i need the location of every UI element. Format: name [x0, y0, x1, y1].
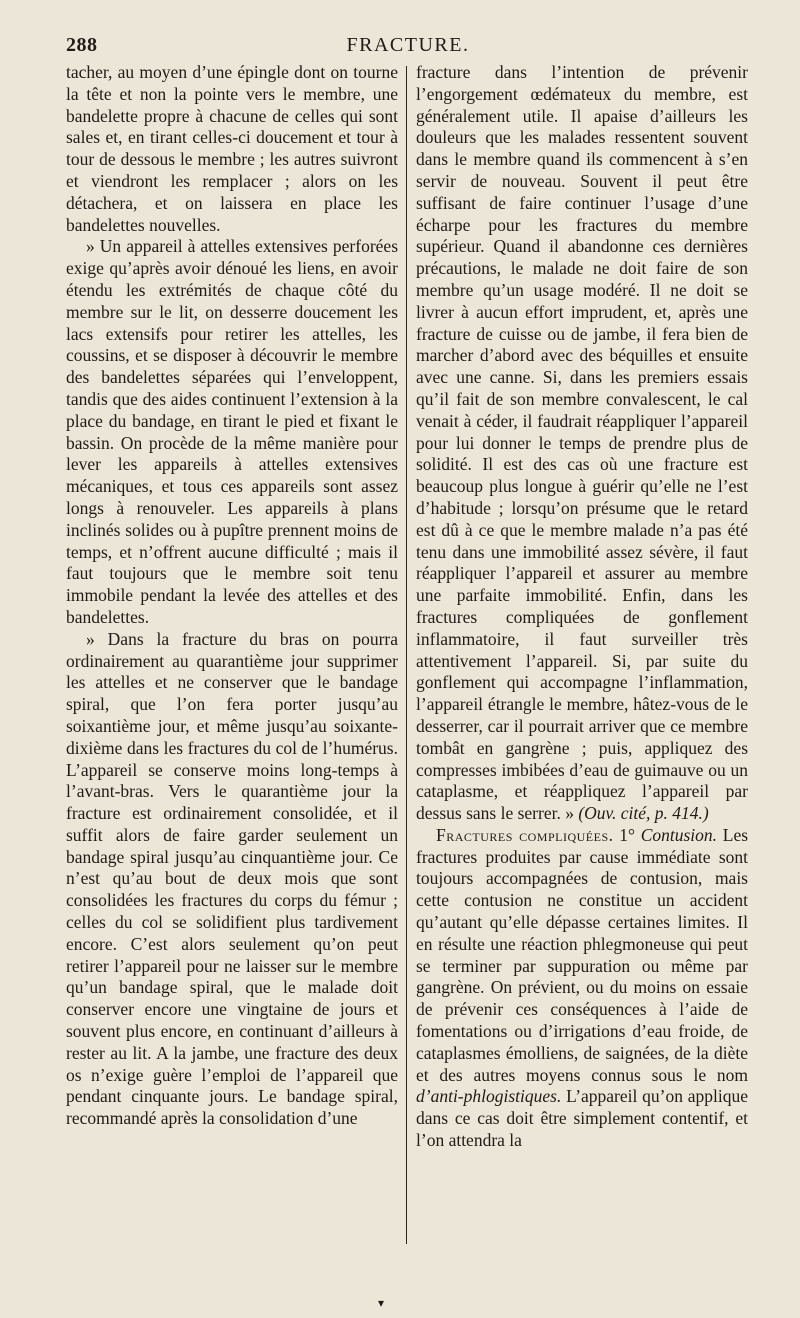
right-column	[416, 62, 748, 1248]
left-paragraph-3: » Dans la fracture du bras on pourra ordinairement au quarantième jour supprimer les attelles et ne conserver que le bandage spiral, que l’on fera porter jusqu’au soixantième jour, et même jusqu’au soixante-dixième dans les fractures du col de l’humérus. L’appareil se conserve moins long-temps à l’avant-bras. Vers le quarantième jour la fracture est ordinairement consolidée, et il suffit alors de faire garder seulement un bandage spiral jusqu’au cinquantième jour. Ce n’est qu’au bout de deux mois que sont consolidées les fractures du corps du fémur ; celles du col se solidifient plus tardivement encore. C’est alors seulement qu’on peut retirer l’appareil pour ne laisser sur le membre qu’un bandage spiral, que le malade doit conserver encore une vingtaine de jours et souvent plus encore, en continuant d’ailleurs à rester au lit. A la jambe, une fracture des deux os n’exige guère l’emploi de l’appareil que pendant cinquante jours. Le bandage spiral, recommandé après la consolidation d’une	[66, 628, 398, 1129]
signature-mark: ▾	[378, 1296, 385, 1310]
left-paragraph-2: » Un appareil à attelles extensives perforées exige qu’après avoir dénoué les liens, en avoir étendu les extrémités de chaque côté du membre sur le lit, on desserre doucement les lacs extensifs pour retirer les attelles, les coussins, et se disposer à découvrir le membre des bandelettes séparées qui l’enveloppent, tandis que des aides continuent l’extension à la place du bandage, en tirant le pied et fixant le bassin. On procède de la même manière pour lever les appareils à attelles extensives mécaniques, et tous ces appareils sont assez longs à renouveler. Les appareils à plans inclinés solides ou à pupître prennent moins de temps, et n’offrent aucune difficulté ; mais il faut toujours que le membre soit tenu immobile pendant la levée des attelles et des bandelettes.	[66, 236, 398, 627]
right-paragraph-1-text: fracture dans l’intention de prévenir l’engorgement œdémateux du membre, est généralement utile. Il apaise d’ailleurs les douleurs que les malades ressentent souvent dans le membre quand ils commencent à s’en servir de nouveau. Souvent il peut être suffisant de faire continuer l’usage d’une écharpe pour les fractures du membre supérieur. Quand il abandonne ces dernières précautions, le malade ne doit faire de son membre qu’un usage modéré. Il ne doit se livrer à aucun effort imprudent, et, après une fracture de cuisse ou de jambe, il fera bien de marcher d’abord avec des béquilles et ensuite avec une canne. Si, dans les premiers essais qu’il fait de son membre convalescent, le cal venait à céder, il faudrait réappliquer l’appareil pour lui donner le temps de prendre plus de solidité. Il est des cas où une fracture est beaucoup plus longue à guérir qu’elle ne l’est d’habitude ; lorsqu’on présume que le retard est dû à ce que le membre malade n’a pas été tenu dans une immobilité assez sévère, il faut réappliquer l’appareil et assurer au membre une parfaite immobilité. Enfin, dans les fractures compliquées de gonflement inflammatoire, il faut surveiller très attentivement l’appareil. Si, par suite du gonflement qui accompagne l’inflammation, l’appareil étrangle le membre, hâtez-vous de le desserrer, car il pourrait arriver que ce membre tombât en gangrène ; puis, appliquez des compresses imbibées d’eau de guimauve ou un cataplasme, et réappliquez l’appareil par dessus sans le serrer. »	[416, 62, 748, 824]
right-paragraph-2	[416, 825, 748, 1152]
right-paragraph-2-text: Les fractures produites par cause immédiate sont toujours accompagnées de contusion, mais cette contusion ne constitue un accident qu’autant qu’elle dépasse certaines limites. Il en résulte une réaction phlegmoneuse qui peut se terminer par suppuration ou même par gangrène. On prévient, ou du moins on essaie de prévenir ces conséquences à l’aide de fomentations ou d’irrigations d’eau froide, de cataplasmes émolliens, de saignées, de la diète et des autres moyens connus sous le nom	[416, 824, 748, 1085]
section-subheading: Contusion.	[640, 824, 718, 845]
page-number: 288	[66, 34, 98, 56]
citation: (Ouv. cité, p. 414.)	[578, 803, 709, 824]
column-divider	[406, 66, 407, 1244]
section-number: 1°	[619, 824, 635, 845]
term-antiphlogistiques: d’anti-phlogistiques.	[416, 1086, 562, 1107]
left-paragraph-1: tacher, au moyen d’une épingle dont on tourne la tête et non la pointe vers le membre, une bandelette propre à chacune de celles qui sont sales et, en tirant celles-ci doucement et tour à tour de dessous le membre ; les autres suivront et viendront les remplacer ; alors on les détachera, et on laissera en place les bandelettes nouvelles.	[66, 62, 398, 235]
right-paragraph-2-end: L’appareil qu’on applique dans ce cas doit être simplement contentif, et l’on attendra la	[416, 1086, 748, 1151]
page-header	[66, 34, 750, 60]
left-column	[66, 62, 398, 1248]
right-paragraph-1	[416, 62, 748, 825]
section-heading: Fractures compliquées.	[436, 824, 614, 845]
running-head: FRACTURE.	[346, 34, 470, 56]
